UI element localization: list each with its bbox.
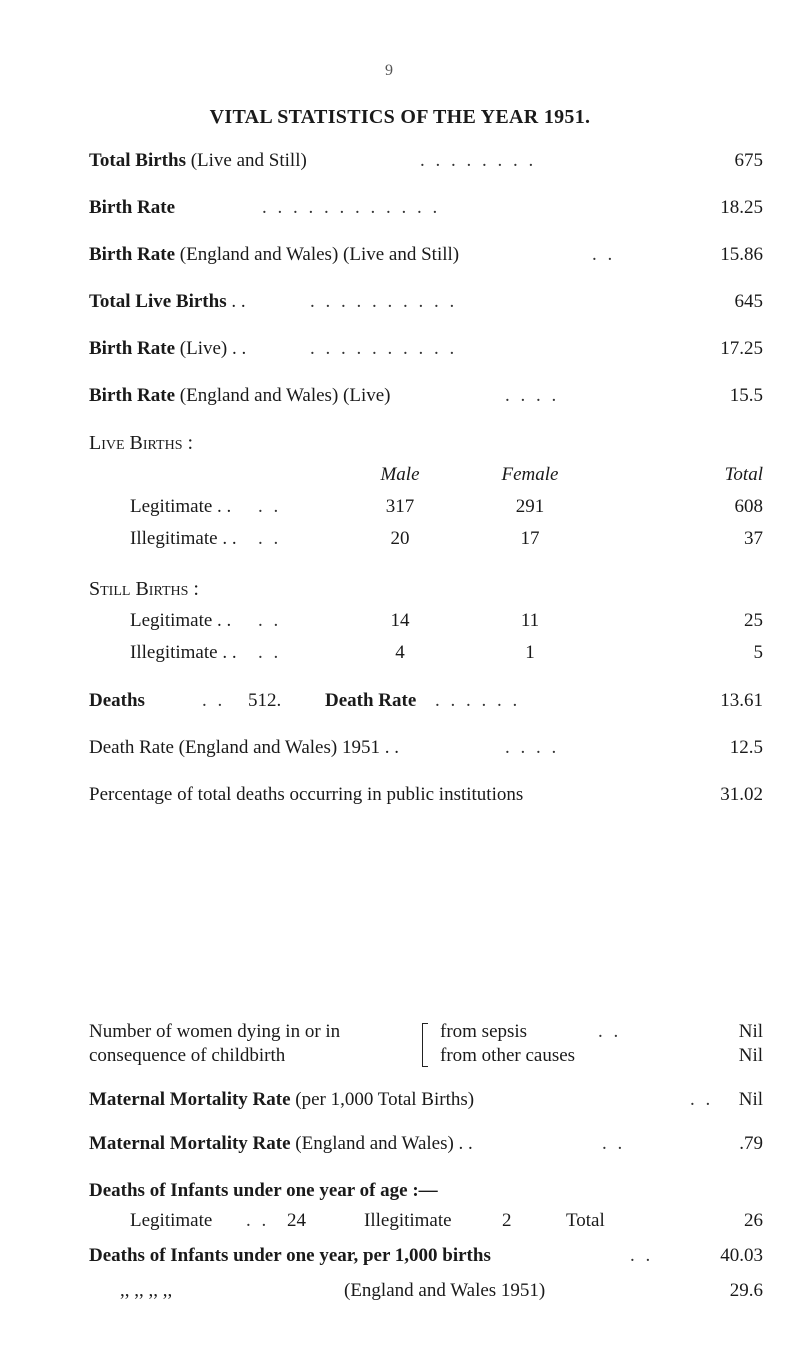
maternal-line2: consequence of childbirth xyxy=(89,1045,286,1066)
still-births-heading: Still Births : xyxy=(89,578,199,600)
total-header: Total xyxy=(724,464,763,485)
deaths-label: Deaths xyxy=(89,690,145,711)
birth-rate-ew-live-label: Birth Rate (England and Wales) (Live) xyxy=(89,385,391,406)
leader-dots: . . xyxy=(258,528,282,549)
female-value: 11 xyxy=(520,610,540,631)
leader-dots: . . xyxy=(202,690,226,711)
total-births-label: Total Births (Live and Still) xyxy=(89,150,307,171)
total-value: 25 xyxy=(744,610,763,631)
leader-dots: . . xyxy=(602,1133,626,1154)
legitimate-value: 24 xyxy=(287,1210,306,1231)
leader-dots: . . . . . . . . . . xyxy=(310,291,458,312)
total-value: 26 xyxy=(744,1210,763,1231)
total-value: 5 xyxy=(753,642,763,663)
death-rate-ew-label: Death Rate (England and Wales) 1951 . . xyxy=(89,737,399,758)
leader-dots: . . . . . . . . . . . . xyxy=(262,197,441,218)
birth-rate-label: Birth Rate xyxy=(89,197,176,218)
row-label: Legitimate . . xyxy=(130,496,232,517)
maternal-line1: Number of women dying in or in xyxy=(89,1021,341,1042)
birth-rate-live-label: Birth Rate (Live) . . xyxy=(89,338,247,359)
total-value: 608 xyxy=(734,496,763,517)
leader-dots: . . xyxy=(258,496,282,517)
leader-dots: . . xyxy=(592,244,616,265)
birth-rate-ew-value: 15.86 xyxy=(720,244,763,265)
total-value: 37 xyxy=(744,528,763,549)
male-value: 20 xyxy=(390,528,410,549)
birth-rate-value: 18.25 xyxy=(720,197,763,218)
infant-rate-ew-label: (England and Wales 1951) xyxy=(344,1280,546,1301)
page-number: 9 xyxy=(385,62,393,79)
death-rate-value: 13.61 xyxy=(720,690,763,711)
deaths-count: 512. xyxy=(248,690,282,711)
percentage-label: Percentage of total deaths occurring in public institutions xyxy=(89,784,524,805)
male-value: 4 xyxy=(395,642,405,663)
leader-dots: . . xyxy=(690,1089,714,1110)
sepsis-value: Nil xyxy=(738,1021,763,1042)
illegitimate-label: Illegitimate xyxy=(364,1210,452,1231)
row-label: Legitimate . . xyxy=(130,610,232,631)
brace-bracket xyxy=(422,1023,431,1067)
leader-dots: . . . . xyxy=(505,737,560,758)
birth-rate-ew-label: Birth Rate (England and Wales) (Live and Still) xyxy=(89,244,460,265)
cause-sepsis: from sepsis xyxy=(440,1021,528,1042)
ditto-marks: ,, ,, ,, ,, xyxy=(120,1280,173,1301)
female-value: 17 xyxy=(520,528,540,549)
infant-rate-ew-value: 29.6 xyxy=(729,1280,763,1301)
leader-dots: . . . . . . xyxy=(435,690,521,711)
maternal-rate-label: Maternal Mortality Rate (per 1,000 Total Births) xyxy=(89,1089,475,1110)
leader-dots: . . . . . . . . . . xyxy=(310,338,458,359)
infant-rate-value: 40.03 xyxy=(720,1245,763,1266)
row-label: Illegitimate . . xyxy=(130,642,237,663)
total-live-births-value: 645 xyxy=(734,291,763,312)
birth-rate-live-value: 17.25 xyxy=(720,338,763,359)
leader-dots: . . xyxy=(258,642,282,663)
other-causes-value: Nil xyxy=(738,1045,763,1066)
leader-dots: . . xyxy=(598,1021,622,1042)
row-label: Illegitimate . . xyxy=(130,528,237,549)
leader-dots: . . xyxy=(246,1210,270,1231)
total-label: Total xyxy=(566,1210,605,1231)
leader-dots: . . . . xyxy=(505,385,560,406)
total-live-births-label: Total Live Births . . xyxy=(89,291,246,312)
legitimate-label: Legitimate xyxy=(130,1210,213,1231)
male-value: 317 xyxy=(385,496,415,517)
percentage-value: 31.02 xyxy=(720,784,763,805)
cause-other: from other causes xyxy=(440,1045,576,1066)
infant-rate-label: Deaths of Infants under one year, per 1,000 births xyxy=(89,1245,491,1266)
leader-dots: . . . . . . . . xyxy=(420,150,537,171)
death-rate-ew-value: 12.5 xyxy=(729,737,763,758)
death-rate-label: Death Rate xyxy=(325,690,417,711)
female-value: 291 xyxy=(515,496,545,517)
leader-dots: . . xyxy=(258,610,282,631)
birth-rate-ew-live-value: 15.5 xyxy=(729,385,763,406)
maternal-rate-ew-label: Maternal Mortality Rate (England and Wales) . . xyxy=(89,1133,473,1154)
page-title: VITAL STATISTICS OF THE YEAR 1951. xyxy=(209,106,591,128)
total-births-value: 675 xyxy=(734,150,763,171)
infant-deaths-heading: Deaths of Infants under one year of age :— xyxy=(89,1180,438,1201)
female-header: Female xyxy=(501,464,559,485)
illegitimate-value: 2 xyxy=(502,1210,512,1231)
female-value: 1 xyxy=(525,642,535,663)
live-births-heading: Live Births : xyxy=(89,432,194,454)
maternal-rate-value: Nil xyxy=(738,1089,763,1110)
male-value: 14 xyxy=(390,610,410,631)
leader-dots: . . xyxy=(630,1245,654,1266)
maternal-rate-ew-value: .79 xyxy=(739,1133,763,1154)
male-header: Male xyxy=(380,464,420,485)
